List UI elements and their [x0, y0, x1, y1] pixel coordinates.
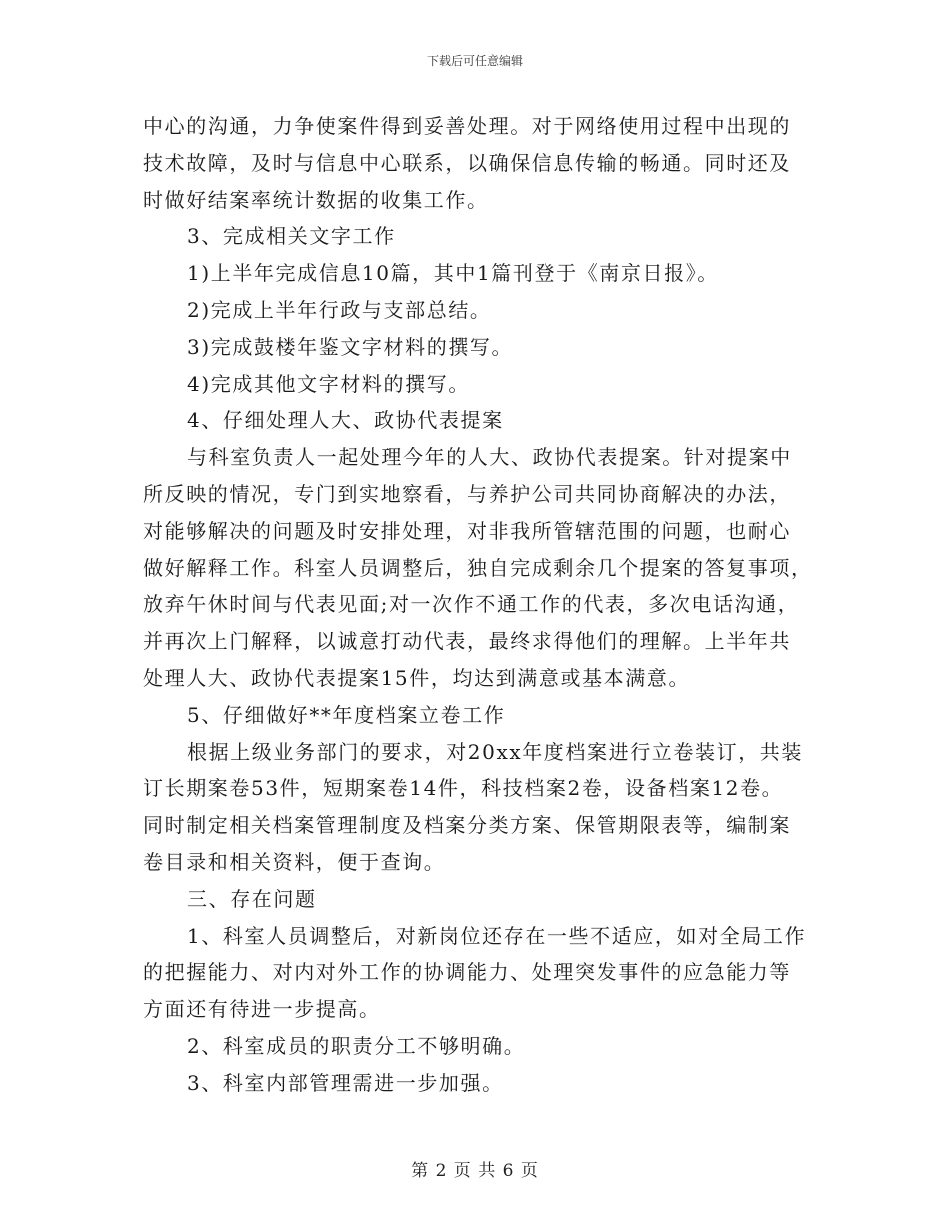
list-item: 3、科室内部管理需进一步加强。	[187, 1070, 504, 1095]
paragraph-line: 卷目录和相关资料，便于查询。	[143, 849, 446, 874]
paragraph-line: 时做好结案率统计数据的收集工作。	[143, 187, 489, 212]
paragraph-line: 订长期案卷53件，短期案卷14件，科技档案2卷，设备档案12卷。	[143, 776, 784, 801]
list-item: 3)完成鼓楼年鉴文字材料的撰写。	[187, 334, 514, 359]
paragraph-line: 根据上级业务部门的要求，对20xx年度档案进行立卷装订，共装	[187, 739, 804, 764]
list-item: 2)完成上半年行政与支部总结。	[187, 297, 492, 322]
paragraph-line: 技术故障，及时与信息中心联系，以确保信息传输的畅通。同时还及	[143, 150, 791, 175]
page-number: 第 2 页 共 6 页	[411, 1161, 539, 1181]
section-heading: 5、仔细做好**年度档案立卷工作	[187, 702, 506, 727]
list-item: 1、科室人员调整后，对新岗位还存在一些不适应，如对全局工作	[187, 923, 807, 948]
list-item: 1)上半年完成信息10篇，其中1篇刊登于《南京日报》。	[187, 261, 719, 286]
page-header: 下载后可任意编辑	[426, 54, 523, 68]
document-body	[143, 108, 813, 1102]
paragraph-line: 对能够解决的问题及时安排处理，对非我所管辖范围的问题，也耐心	[143, 518, 791, 543]
paragraph-line: 中心的沟通，力争使案件得到妥善处理。对于网络使用过程中出现的	[143, 114, 791, 138]
paragraph-line: 与科室负责人一起处理今年的人大、政协代表提案。针对提案中	[187, 445, 792, 470]
paragraph-line: 并再次上门解释，以诚意打动代表，最终求得他们的理解。上半年共	[143, 629, 791, 654]
paragraph-line: 方面还有待进一步提高。	[143, 997, 381, 1022]
section-heading: 3、完成相关文字工作	[187, 224, 396, 249]
paragraph-line: 的把握能力、对内对外工作的协调能力、处理突发事件的应急能力等	[143, 960, 791, 985]
section-heading: 4、仔细处理人大、政协代表提案	[187, 408, 504, 433]
paragraph-line: 同时制定相关档案管理制度及档案分类方案、保管期限表等，编制案	[143, 813, 791, 838]
list-item: 2、科室成员的职责分工不够明确。	[187, 1033, 526, 1058]
paragraph-line: 放弃午休时间与代表见面;对一次作不通工作的代表，多次电话沟通，	[143, 592, 800, 617]
section-heading: 三、存在问题	[187, 886, 317, 911]
paragraph-line: 做好解释工作。科室人员调整后，独自完成剩余几个提案的答复事项，	[143, 555, 813, 580]
paragraph-line: 处理人大、政协代表提案15件，均达到满意或基本满意。	[143, 665, 691, 690]
paragraph-line: 所反映的情况，专门到实地察看，与养护公司共同协商解决的办法，	[143, 481, 791, 506]
list-item: 4)完成其他文字材料的撰写。	[187, 371, 470, 396]
